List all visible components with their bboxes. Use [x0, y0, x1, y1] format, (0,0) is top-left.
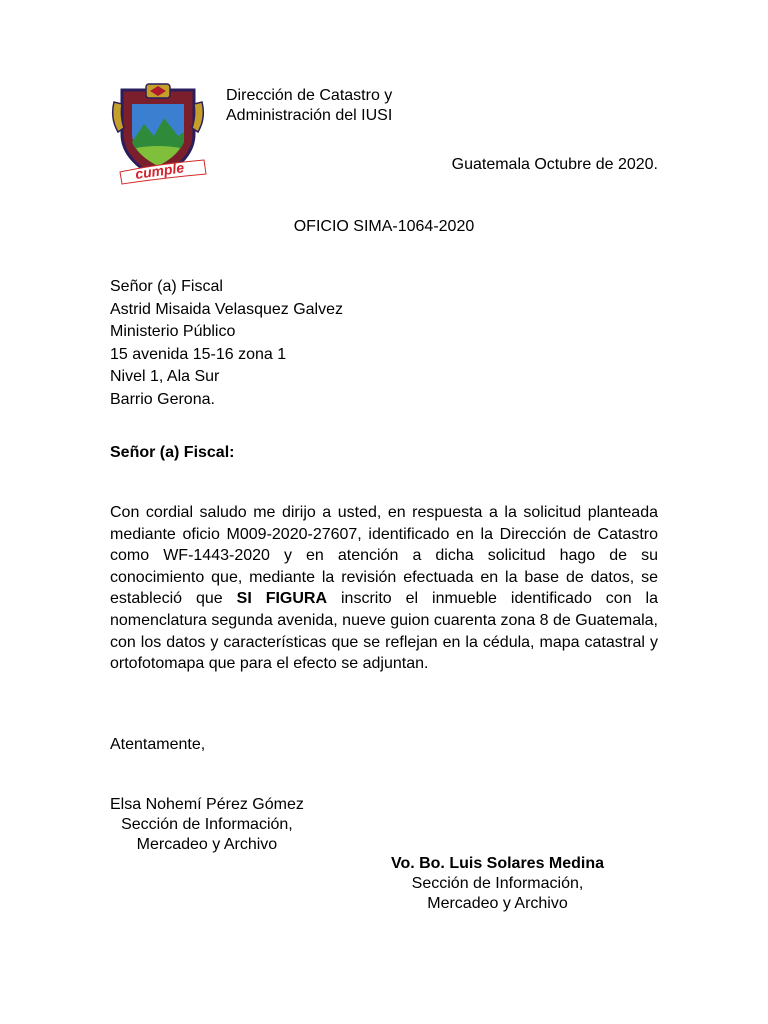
approver-role: Sección de Información, [411, 875, 584, 892]
document-reference: OFICIO SIMA-1064-2020 [293, 218, 475, 235]
body-text: inscrito el inmueble identificado con la nomenclatura segunda avenida, nueve guion cuarenta zona 8 de Guatemala, con los datos y características que se reflejan en la cédula, mapa catastral y ortofotomapa que para el efecto se adjuntan. [110, 590, 658, 673]
logo-text: cumple [134, 159, 185, 182]
institution-header [226, 86, 392, 126]
institution-name-line2: Administración del IUSI [226, 107, 393, 124]
signature-block-1 [110, 795, 304, 855]
signer-name: Elsa Nohemí Pérez Gómez [110, 796, 304, 813]
approver-role: Mercadeo y Archivo [427, 895, 568, 912]
signer-role: Mercadeo y Archivo [136, 836, 278, 853]
municipal-crest-logo [108, 82, 212, 186]
letter-body [110, 502, 658, 675]
letter-date: Guatemala Octubre de 2020. [451, 156, 658, 173]
signer-role: Sección de Información, [121, 816, 293, 833]
body-emphasis: SI FIGURA [236, 590, 328, 608]
address-line: Señor (a) Fiscal [110, 278, 223, 295]
address-line: Barrio Gerona. [110, 390, 215, 408]
body-text: Con cordial saludo me dirijo a usted, en respuesta a la solicitud planteada mediante oficio M009-2020-27607, identificado en la Dirección de Catastro como WF-1443-2020 y en atención a dicha solicitud hago de su conocimiento que, mediante la revisión efectuada en la base de datos, se estableció que [110, 504, 658, 608]
approver-name: Vo. Bo. Luis Solares Medina [390, 855, 605, 872]
institution-name-line1: Dirección de Catastro y [226, 87, 393, 104]
salutation: Señor (a) Fiscal: [110, 444, 235, 461]
address-line: Astrid Misaida Velasquez Galvez [110, 300, 343, 318]
address-line: 15 avenida 15-16 zona 1 [110, 345, 287, 363]
recipient-address [110, 276, 343, 412]
address-line: Ministerio Público [110, 323, 236, 341]
crest-icon [108, 82, 212, 186]
closing: Atentamente, [110, 736, 206, 753]
address-line: Nivel 1, Ala Sur [110, 368, 220, 386]
signature-block-2 [376, 854, 619, 914]
